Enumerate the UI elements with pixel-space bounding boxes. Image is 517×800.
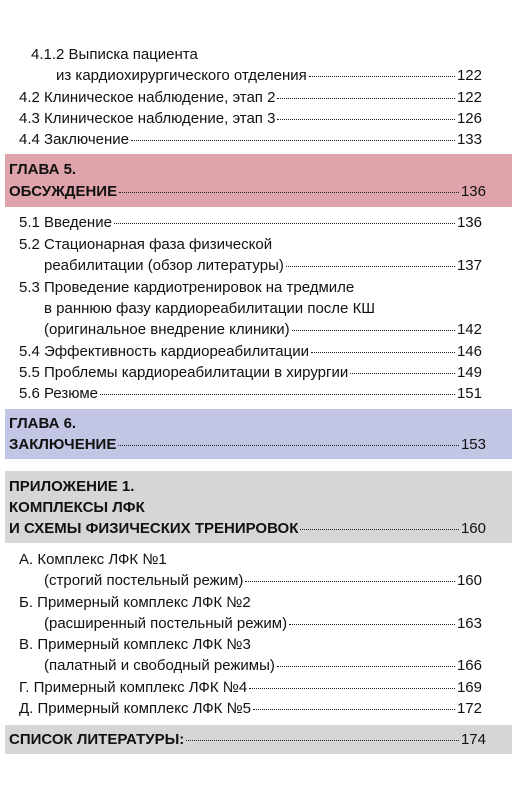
toc-page-number: 151 <box>456 385 482 402</box>
appendix-1-title[interactable] <box>9 518 486 539</box>
toc-entry-4-1-2[interactable] <box>31 45 198 65</box>
toc-entry-appendix-g[interactable] <box>19 678 482 698</box>
toc-entry-title: 5.2 Стационарная фаза физической <box>19 236 273 253</box>
toc-entry-appendix-v[interactable] <box>19 635 251 655</box>
toc-page-number: 163 <box>456 615 482 632</box>
toc-entry-title: реабилитации (обзор литературы) <box>44 257 284 274</box>
toc-page-number: 136 <box>460 183 486 200</box>
appendix-1-title-line: КОМПЛЕКСЫ ЛФК <box>9 499 145 516</box>
toc-entry-title: (палатный и свободный режимы) <box>44 657 275 674</box>
chapter-title-text: ЗАКЛЮЧЕНИЕ <box>9 436 117 453</box>
toc-entry-title: 4.4 Заключение <box>19 131 129 148</box>
dot-leader <box>245 581 455 582</box>
toc-entry-4-4[interactable] <box>19 130 482 150</box>
toc-page-number: 166 <box>456 657 482 674</box>
toc-entry-5-1[interactable] <box>19 213 482 233</box>
bibliography-title[interactable] <box>9 729 486 750</box>
toc-page-number: 149 <box>456 364 482 381</box>
toc-entry-5-5[interactable] <box>19 363 482 383</box>
toc-entry-4-1-2-cont[interactable] <box>56 66 482 86</box>
dot-leader <box>286 266 455 267</box>
toc-entry-5-3[interactable] <box>19 278 354 298</box>
chapter-6-heading-block <box>5 409 512 459</box>
toc-page-number: 136 <box>456 214 482 231</box>
toc-entry-title: А. Комплекс ЛФК №1 <box>19 551 167 568</box>
toc-page-number: 133 <box>456 131 482 148</box>
toc-entry-5-3-cont1[interactable] <box>44 299 375 319</box>
dot-leader <box>277 98 455 99</box>
dot-leader <box>277 666 455 667</box>
chapter-title-text: И СХЕМЫ ФИЗИЧЕСКИХ ТРЕНИРОВОК <box>9 520 299 537</box>
chapter-6-title[interactable] <box>9 434 486 455</box>
chapter-6-label: ГЛАВА 6. <box>9 415 77 432</box>
bibliography-heading-block <box>5 725 512 754</box>
toc-entry-appendix-d[interactable] <box>19 699 482 719</box>
toc-page-number: 142 <box>456 321 482 338</box>
toc-entry-title: Г. Примерный комплекс ЛФК №4 <box>19 679 248 696</box>
toc-entry-5-4[interactable] <box>19 342 482 362</box>
toc-page-number: 174 <box>460 731 486 748</box>
toc-entry-title: 4.2 Клиническое наблюдение, этап 2 <box>19 89 276 106</box>
dot-leader <box>100 394 455 395</box>
dot-leader <box>186 740 459 741</box>
toc-entry-title: 5.6 Резюме <box>19 385 98 402</box>
toc-entry-title: 5.3 Проведение кардиотренировок на тредмиле <box>19 279 355 296</box>
dot-leader <box>350 373 455 374</box>
dot-leader <box>277 119 455 120</box>
chapter-5-label: ГЛАВА 5. <box>9 161 77 178</box>
toc-entry-title: из кардиохирургического отделения <box>56 67 307 84</box>
toc-entry-appendix-b[interactable] <box>19 593 251 613</box>
toc-entry-4-3[interactable] <box>19 109 482 129</box>
toc-entry-title: В. Примерный комплекс ЛФК №3 <box>19 636 251 653</box>
toc-page-number: 160 <box>456 572 482 589</box>
dot-leader <box>118 445 459 446</box>
toc-page-number: 137 <box>456 257 482 274</box>
toc-entry-title: (расширенный постельный режим) <box>44 615 288 632</box>
toc-entry-title: (оригинальное внедрение клиники) <box>44 321 290 338</box>
toc-page-number: 122 <box>456 89 482 106</box>
toc-entry-5-3-cont2[interactable] <box>44 320 482 340</box>
toc-entry-title: Д. Примерный комплекс ЛФК №5 <box>19 700 252 717</box>
dot-leader <box>253 709 455 710</box>
toc-page-number: 146 <box>456 343 482 360</box>
dot-leader <box>292 330 455 331</box>
dot-leader <box>249 688 455 689</box>
toc-entry-title: 5.5 Проблемы кардиореабилитации в хирургии <box>19 364 349 381</box>
chapter-title-text: ОБСУЖДЕНИЕ <box>9 183 118 200</box>
dot-leader <box>311 352 455 353</box>
toc-entry-title: 5.1 Введение <box>19 214 112 231</box>
toc-page-number: 126 <box>456 110 482 127</box>
toc-page-number: 153 <box>460 436 486 453</box>
toc-entry-5-2[interactable] <box>19 235 272 255</box>
toc-entry-title: 5.4 Эффективность кардиореабилитации <box>19 343 309 360</box>
toc-entry-title: в раннюю фазу кардиореабилитации после КШ <box>44 300 376 317</box>
dot-leader <box>131 140 455 141</box>
dot-leader <box>300 529 459 530</box>
dot-leader <box>289 624 455 625</box>
toc-entry-5-6[interactable] <box>19 384 482 404</box>
toc-entry-4-2[interactable] <box>19 88 482 108</box>
chapter-5-heading-block <box>5 154 512 207</box>
toc-entry-appendix-a-cont[interactable] <box>44 571 482 591</box>
toc-page-number: 169 <box>456 679 482 696</box>
chapter-title-text: СПИСОК ЛИТЕРАТУРЫ: <box>9 731 185 748</box>
toc-page-number: 122 <box>456 67 482 84</box>
dot-leader <box>309 76 455 77</box>
appendix-1-heading-block <box>5 471 512 543</box>
toc-page-number: 160 <box>460 520 486 537</box>
dot-leader <box>114 223 455 224</box>
toc-entry-title: (строгий постельный режим) <box>44 572 244 589</box>
toc-entry-appendix-a[interactable] <box>19 550 167 570</box>
toc-entry-title: Б. Примерный комплекс ЛФК №2 <box>19 594 251 611</box>
appendix-1-label: ПРИЛОЖЕНИЕ 1. <box>9 478 135 495</box>
dot-leader <box>119 192 459 193</box>
toc-entry-appendix-b-cont[interactable] <box>44 614 482 634</box>
chapter-5-title[interactable] <box>9 181 486 202</box>
toc-entry-title: 4.1.2 Выписка пациента <box>31 46 198 63</box>
toc-page-number: 172 <box>456 700 482 717</box>
toc-entry-5-2-cont[interactable] <box>44 256 482 276</box>
toc-entry-title: 4.3 Клиническое наблюдение, этап 3 <box>19 110 276 127</box>
toc-entry-appendix-v-cont[interactable] <box>44 656 482 676</box>
